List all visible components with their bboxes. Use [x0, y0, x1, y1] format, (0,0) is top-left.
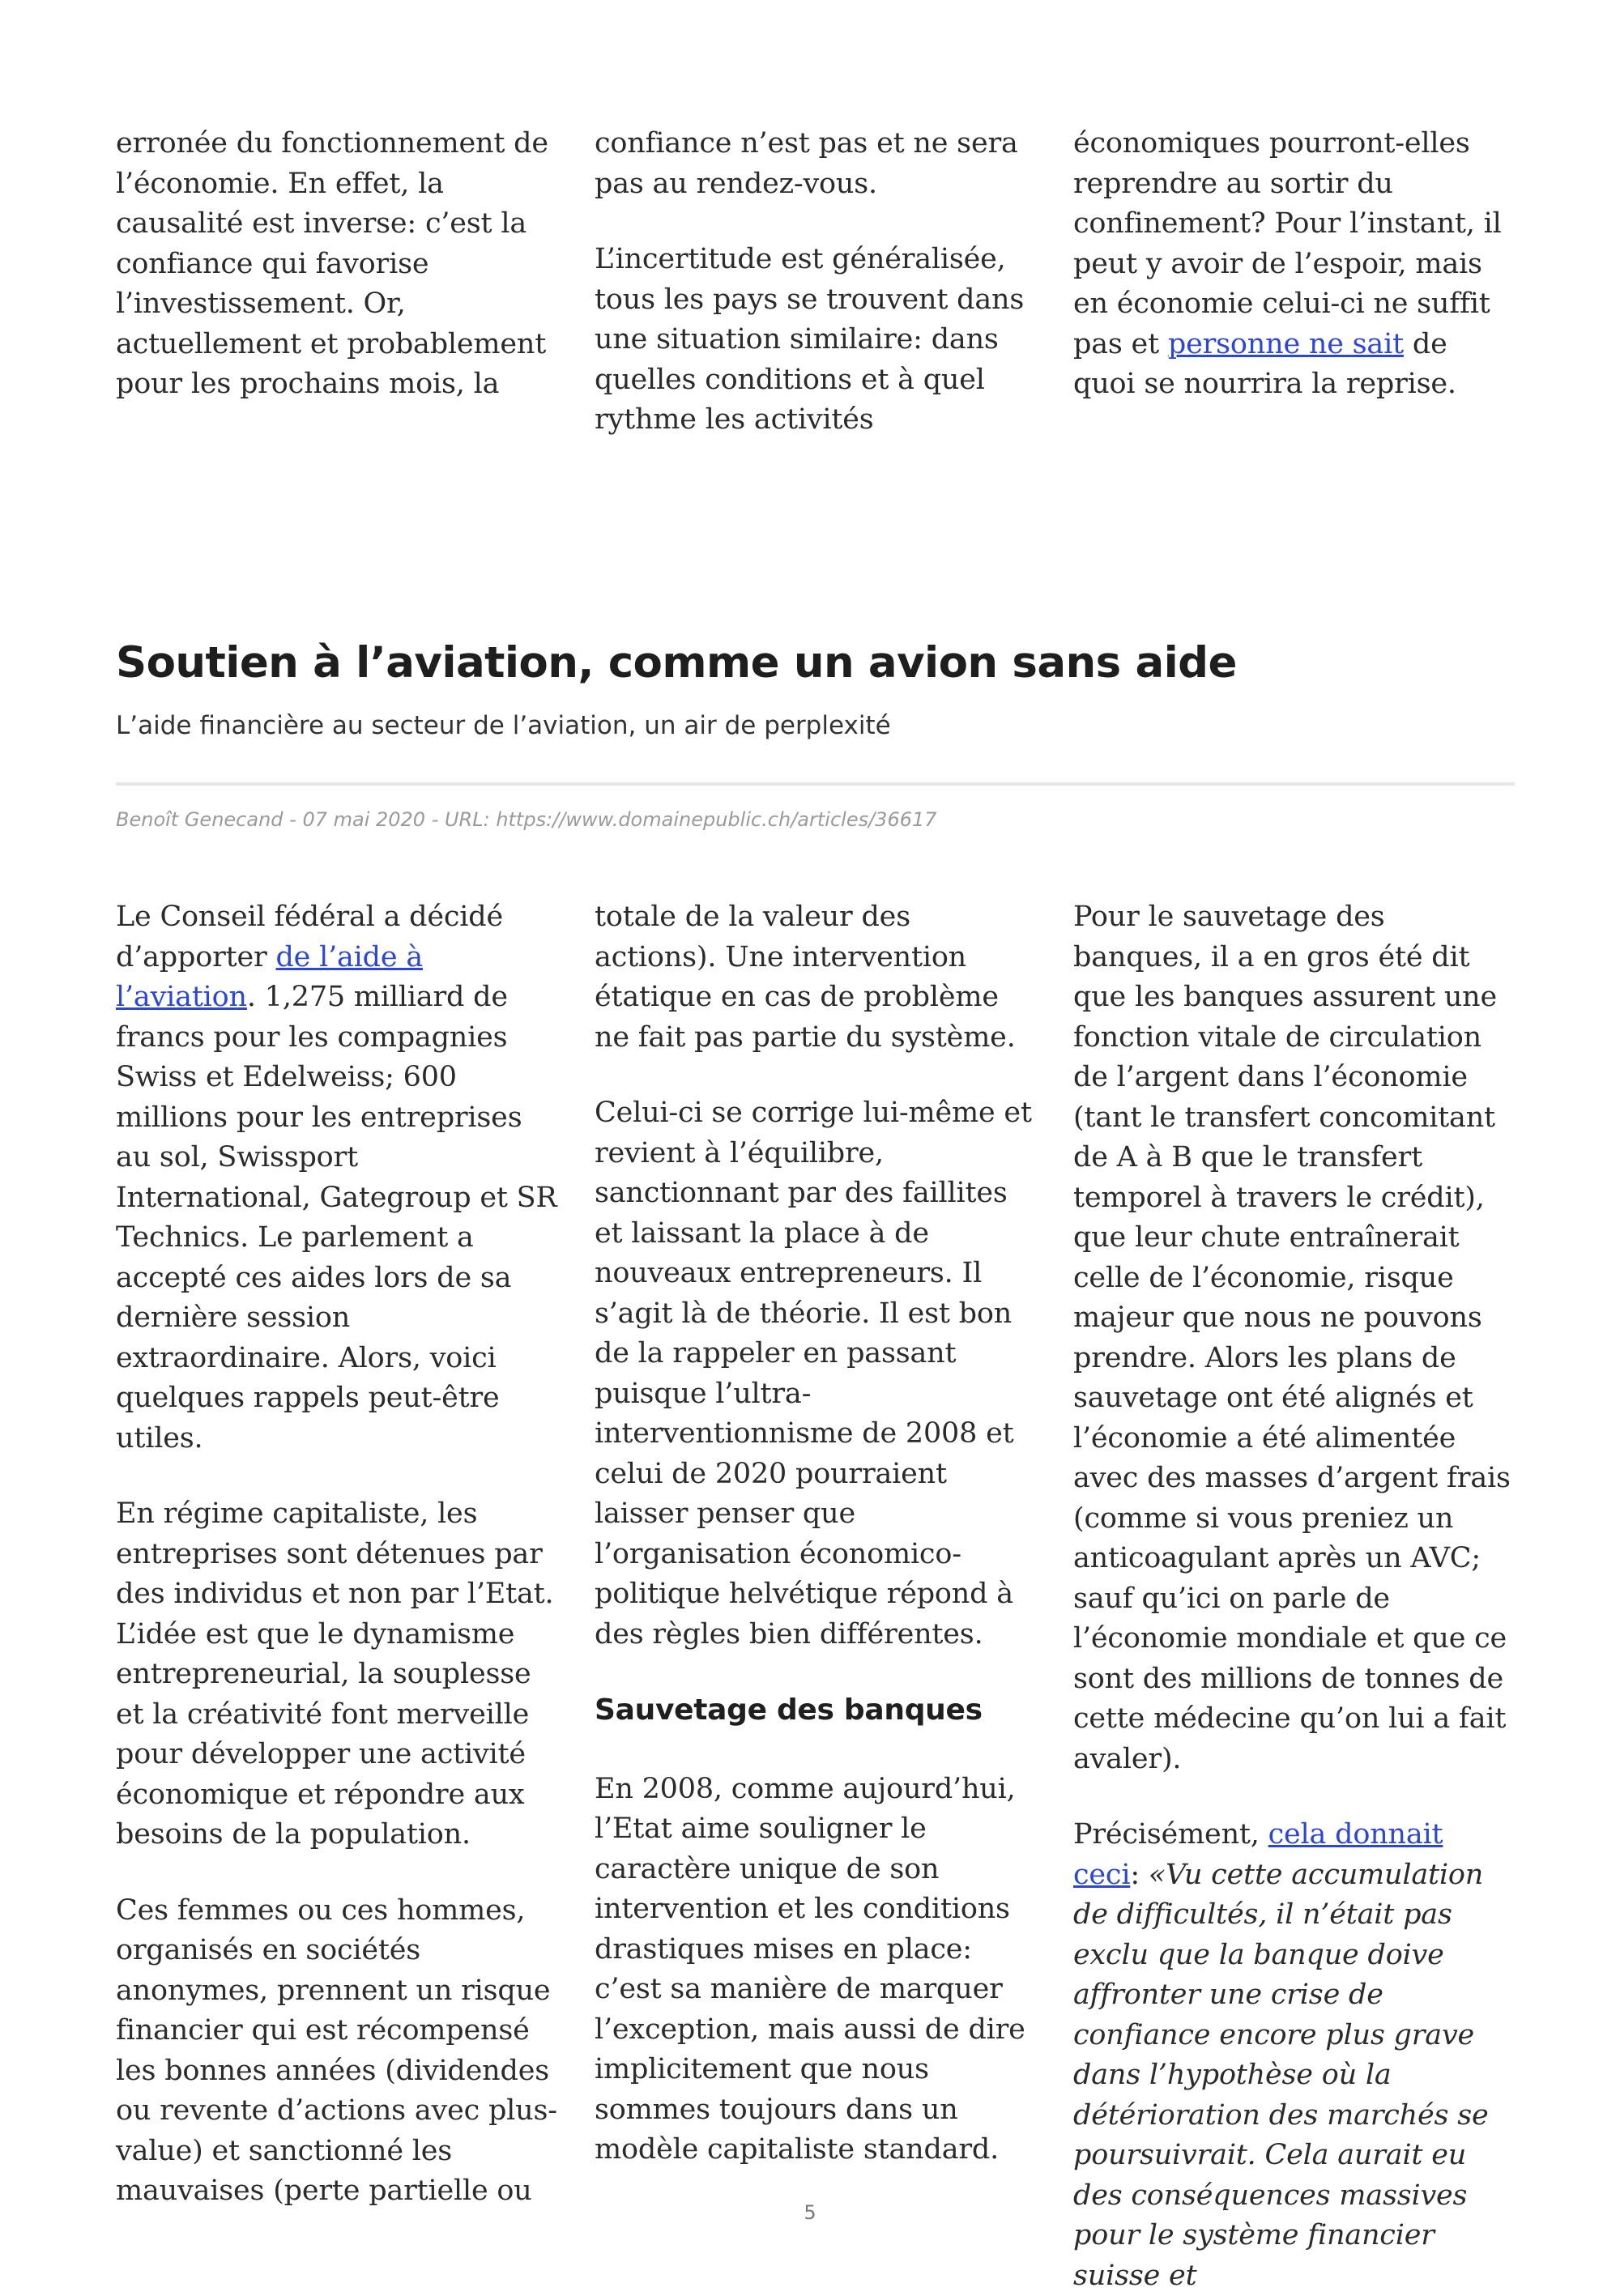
article-lede: L’aide financière au secteur de l’aviation, un air de perplexité: [116, 711, 891, 740]
text-span: Précisément,: [1073, 1818, 1268, 1851]
prev-article-column-2: [595, 124, 1036, 441]
text-span: économiques pourront-elles reprendre au sortir du confinement? Pour l’instant, il peut y avoir de l’espoir, mais en économie celui-ci ne suffit pas et: [1073, 127, 1502, 360]
paragraph: [116, 897, 557, 1459]
paragraph: totale de la valeur des actions). Une intervention étatique en cas de problème ne fait pas partie du système.: [595, 901, 1016, 1054]
text-span: . 1,275 milliard de francs pour les compagnies Swiss et Edelweiss; 600 millions pour les entreprises au sol, Swissport International, Gategroup et SR Technics. Le parlement a accepté ces aides lors de sa dernière session extraordinaire. Alors, voici quelques rappels peut-être utiles.: [116, 981, 557, 1455]
header-divider: [116, 782, 1515, 786]
text-span: :: [1130, 1858, 1149, 1891]
paragraph: Celui-ci se corrige lui-même et revient à l’équilibre, sanctionnant par des faillites et laissant la place à de nouveaux entrepreneurs. Il s’agit là de théorie. Il est bon de la rappeler en passant puisque l’ultra-interventionnisme de 2008 et celui de 2020 pourraient laisser penser que l’organisation économico-politique helvétique répond à des règles bien différentes.: [595, 1097, 1032, 1651]
paragraph: Pour le sauvetage des banques, il a en gros été dit que les banques assurent une fonction vitale de circulation de l’argent dans l’économie (tant le transfert concomitant de A à B que le transfert temporel à travers le crédit), que leur chute entraînerait celle de l’économie, risque majeur que nous ne pouvons prendre. Alors les plans de sauvetage ont été alignés et l’économie a été alimentée avec des masses d’argent frais (comme si vous preniez un anticoagulant après un AVC; sauf qu’ici on parle de l’économie mondiale et que ce sont des millions de tonnes de cette médecine qu’on lui a fait avaler).: [1073, 901, 1511, 1775]
subheading: Sauvetage des banques: [595, 1693, 983, 1727]
paragraph: En 2008, comme aujourd’hui, l’Etat aime souligner le caractère unique de son intervention et les conditions drastiques mises en place: c’est sa manière de marquer l’exception, mais aussi de dire implicitement que nous sommes toujours dans un modèle capitaliste standard.: [595, 1772, 1025, 2166]
paragraph: confiance n’est pas et ne sera pas au rendez-vous.: [595, 127, 1018, 200]
quote-text: «Vu cette accumulation de difficultés, il n’était pas exclu que la banque doive affronter une crise de confiance encore plus grave dans l’hypothèse où la détérioration des marchés se poursuivrait. Cela aurait eu des conséquences massives pour le système financier suisse et: [1073, 1858, 1489, 2292]
paragraph: L’incertitude est généralisée, tous les pays se trouvent dans une situation similaire: dans quelles conditions et à quel rythme les activités: [595, 243, 1025, 436]
article-column-2: [595, 897, 1036, 2170]
article-column-1: [116, 897, 557, 2212]
paragraph: [1073, 124, 1515, 405]
prev-article-column-1: [116, 124, 557, 405]
article-meta: Benoît Genecand - 07 mai 2020 - URL: https://www.domainepublic.ch/articles/36617: [116, 808, 937, 831]
article-title: Soutien à l’aviation, comme un avion sans aide: [116, 638, 1237, 688]
personne-ne-sait-link[interactable]: personne ne sait: [1167, 327, 1404, 360]
cela-donnait-ceci-link[interactable]: cela donnait ceci: [1073, 1818, 1443, 1891]
prev-article-column-3: [1073, 124, 1515, 405]
page-number: 5: [804, 2201, 816, 2224]
paragraph: En régime capitaliste, les entreprises sont détenues par des individus et non par l’Etat. L’idée est que le dynamisme entrepreneurial, la souplesse et la créativité font merveille pour développer une activité économique et répondre aux besoins de la population.: [116, 1497, 554, 1851]
text-span: de quoi se nourrira la reprise.: [1073, 327, 1456, 400]
text-span: Le Conseil fédéral a décidé d’apporter: [116, 901, 503, 973]
aide-aviation-link[interactable]: de l’aide à l’aviation: [116, 940, 423, 1013]
paragraph: Ces femmes ou ces hommes, organisés en sociétés anonymes, prennent un risque financier qui est récompensé les bonnes années (dividendes ou revente d’actions avec plus-value) et sanctionné les mauvaises (perte partielle ou: [116, 1893, 557, 2207]
paragraph: erronée du fonctionnement de l’économie. En effet, la causalité est inverse: c’est la confiance qui favorise l’investissement. Or, actuellement et probablement pour les prochains mois, la: [116, 127, 548, 400]
article-column-3: [1073, 897, 1515, 2296]
